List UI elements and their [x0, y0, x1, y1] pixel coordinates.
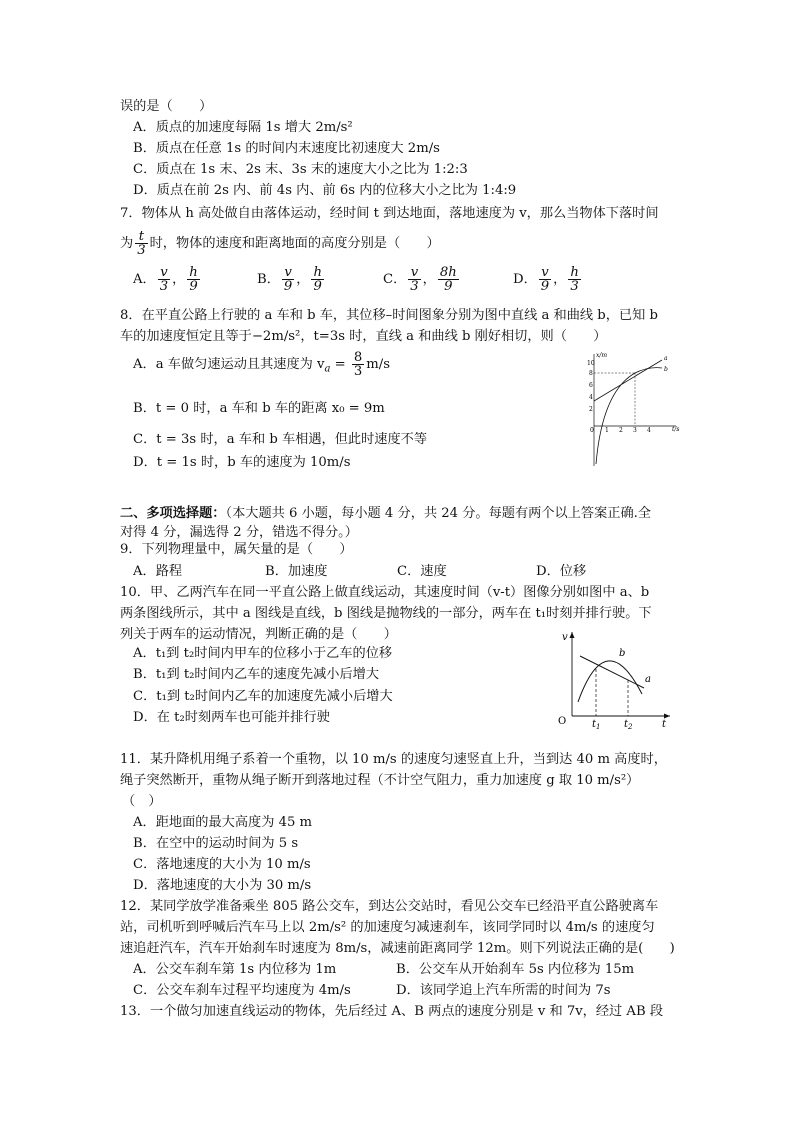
q8-option-d: D．t = 1s 时，b 车的速度为 10m/s: [133, 455, 351, 470]
q8-option-a: A．a 车做匀速运动且其速度为 $v_a$ = $\frac{8}{3}$ m/s: [133, 350, 390, 379]
q11-line1: 11．某升降机用绳子系着一个重物，以 10 m/s 的速度匀速竖直上升，当到达 40 m 高度时，: [120, 752, 667, 767]
q7-option-d: D． $\frac{v}{9}$ ， $\frac{h}{3}$: [513, 265, 579, 294]
q8-option-c: C．t = 3s 时，a 车和 b 车相遇，但此时速度不等: [133, 432, 428, 447]
q8-curve-b: [596, 368, 662, 464]
q7-option-c: C． $\frac{v}{3}$ ， $\frac{8h}{9}$: [383, 265, 457, 294]
q6-option-c: C．质点在 1s 末、2s 末、3s 末的速度大小之比为 1:2:3: [133, 162, 468, 177]
q6-stem-tail: 误的是（ ）: [120, 99, 213, 114]
q12-option-b: B．公交车从开始刹车 5s 内位移为 15m: [396, 962, 635, 977]
q10-option-b: B．t₁到 t₂时间内乙车的速度先减小后增大: [133, 667, 380, 682]
q8-x-label: t/s: [672, 426, 680, 433]
q10-y-label: v: [562, 632, 568, 643]
q8-line1: 8．在平直公路上行驶的 a 车和 b 车，其位移–时间图象分别为图中直线 a 和曲线 b，已知 b: [120, 308, 658, 323]
q10-vt-graph: [552, 628, 674, 730]
q12-option-c: C．公交车刹车过程平均速度为 4m/s: [133, 983, 351, 998]
q10-tick-t1: $t_1$: [592, 719, 601, 730]
section2-desc1: （本大题共 6 小题，每小题 4 分，共 24 分。每题有两个以上答案正确.全: [225, 506, 652, 521]
q8-y-label: x/m: [596, 352, 608, 359]
q12-line2: 站，司机听到呼喊后汽车马上以 2m/s² 的加速度匀减速刹车，该同学同时以 4m/s 的速度匀: [120, 920, 655, 935]
q8-xtick-4: 4: [647, 427, 651, 434]
section2-title: 二、多项选择题：: [120, 506, 226, 521]
q10-label-b: b: [619, 648, 626, 659]
q7-line2: [120, 230, 440, 257]
q10-line1: 10．甲、乙两汽车在同一平直公路上做直线运动，其速度时间（v-t）图像分别如图中 a、b: [120, 585, 650, 600]
q7-option-b: B． $\frac{v}{9}$ ， $\frac{h}{9}$: [257, 265, 322, 294]
q8-xt-graph: [580, 348, 682, 468]
q9-stem: 9．下列物理量中，属矢量的是（ ）: [120, 542, 353, 557]
q7-line2-post: 时，物体的速度和距离地面的高度分别是（ ）: [149, 236, 440, 251]
q8-ytick-6: 6: [589, 382, 593, 389]
q10-x-arrow: [664, 714, 670, 719]
q12-line1: 12．某同学放学准备乘坐 805 路公交车，到达公交站时，看见公交车已经沿平直公路驶离车: [120, 899, 659, 914]
q8-xtick-1: 1: [605, 427, 609, 434]
q13-line1: 13．一个做匀加速直线运动的物体，先后经过 A、B 两点的速度分别是 v 和 7v，经过 AB 段: [120, 1004, 664, 1019]
q9-option-c: C．速度: [397, 564, 447, 579]
q7-line1: 7．物体从 h 高处做自由落体运动，经时间 t 到达地面，落地速度为 v，那么当物体下落时间: [120, 206, 659, 221]
q10-option-a: A．t₁到 t₂时间内甲车的位移小于乙车的位移: [133, 646, 393, 661]
q12-option-a: A．公交车刹车第 1s 内位移为 1m: [133, 962, 337, 977]
q7-option-a: A． $\frac{v}{3}$ ， $\frac{h}{9}$: [133, 265, 198, 294]
q8-ytick-2: 2: [589, 406, 593, 413]
q10-option-d: D．在 t₂时刻两车也可能并排行驶: [133, 710, 330, 725]
q7-line2-pre: 为: [120, 236, 134, 251]
q10-line3: 列关于两车的运动情况，判断正确的是（ ）: [120, 627, 397, 642]
q10-line2: 两条图线所示，其中 a 图线是直线，b 图线是抛物线的一部分，两车在 t₁时刻并排行驶。下: [120, 606, 652, 621]
q8-ytick-8: 8: [589, 370, 593, 377]
q9-option-b: B．加速度: [265, 564, 328, 579]
section2-desc2: 对得 4 分，漏选得 2 分，错选不得分。）: [120, 525, 358, 540]
section2-heading: [120, 505, 651, 522]
q8-ytick-4: 4: [589, 394, 593, 401]
q7-fraction-t3: $\frac{t}{3}$: [137, 229, 146, 258]
q8-label-a: a: [664, 355, 668, 362]
q9-option-a: A．路程: [133, 564, 183, 579]
q8-line2: 车的加速度恒定且等于−2m/s²，t=3s 时，直线 a 和曲线 b 刚好相切，则（ ）: [120, 329, 607, 344]
q11-option-d: D．落地速度的大小为 30 m/s: [133, 878, 312, 893]
q10-y-arrow: [570, 632, 575, 638]
q10-x-label: t: [662, 719, 667, 730]
q8-option-b: B．t = 0 时，a 车和 b 车的距离 x₀ = 9m: [133, 401, 385, 416]
q6-option-b: B．质点在任意 1s 的时间内末速度比初速度大 2m/s: [133, 141, 440, 156]
q11-option-c: C．落地速度的大小为 10 m/s: [133, 857, 311, 872]
q11-option-a: A．距地面的最大高度为 45 m: [133, 815, 313, 830]
q8-xtick-3: 3: [633, 427, 637, 434]
q6-option-a: A．质点的加速度每隔 1s 增大 2m/s²: [133, 120, 353, 135]
q10-tick-t2: $t_2$: [624, 719, 633, 730]
q9-option-d: D．位移: [536, 564, 587, 579]
q12-line3: 速追赶汽车，汽车开始刹车时速度为 8m/s，减速前距离同学 12m。则下列说法正确的是( ): [120, 941, 675, 956]
q8-line-a: [594, 360, 662, 401]
q10-label-a: a: [645, 674, 651, 685]
q11-line2: 绳子突然断开，重物从绳子断开到落地过程（不计空气阻力，重力加速度 g 取 10 m/s²）: [120, 773, 640, 788]
q8-ytick-10: 10: [587, 360, 595, 367]
q10-option-c: C．t₁到 t₂时间内乙车的加速度先减小后增大: [133, 689, 393, 704]
q8-xtick-2: 2: [619, 427, 623, 434]
q6-option-d: D．质点在前 2s 内、前 4s 内、前 6s 内的位移大小之比为 1:4:9: [133, 183, 517, 198]
q8-xtick-0: 0: [590, 427, 594, 434]
q8-label-b: b: [664, 366, 668, 373]
q11-option-b: B．在空中的运动时间为 5 s: [133, 836, 299, 851]
q10-origin: O: [558, 716, 567, 727]
q12-option-d: D．该同学追上汽车所需的时间为 7s: [396, 983, 611, 998]
q10-curve-b: [578, 661, 642, 702]
q11-line3: （ ）: [122, 794, 162, 809]
